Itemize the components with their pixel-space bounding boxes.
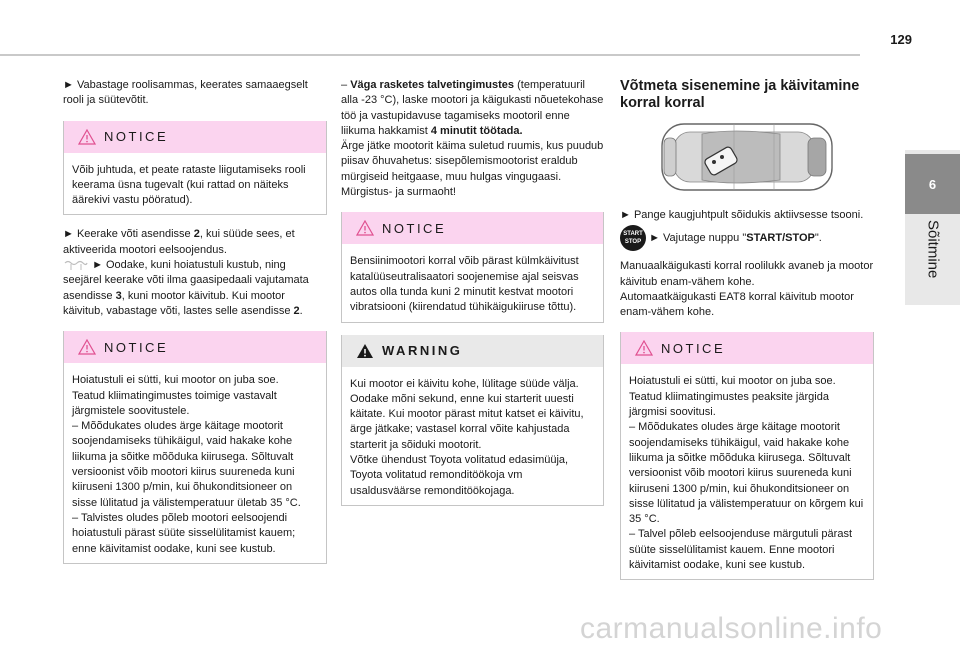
- notice-box: [63, 121, 327, 216]
- notice-text: Bensiinimootori korral võib pärast külmkäivitust katalüüseutralisaatori soojenemise ajal seisvas autos olla tunda kuni 2 minutit kestvat mootori vibratsiooni (kiirendatud tühikäigukiiruse tõttu).: [350, 255, 579, 314]
- notice-title: NOTICE: [104, 339, 169, 355]
- notice-text: Võib juhtuda, et peate rataste liigutamiseks rooli keerama üsna tugevalt (kui rattad on näiteks äärekivi vastu pööratud).: [72, 163, 306, 207]
- notice-box: [341, 212, 604, 322]
- notice-text: – Talvel põleb eelsoojenduse märgutuli pärast süüte sisselülitamist kauem. Enne mootori käivitamist oodake, kuni see kustub.: [629, 528, 852, 572]
- paragraph: START STOP ► Vajutage nuppu "START/STOP".: [620, 225, 874, 251]
- warning-triangle-icon: [356, 343, 374, 359]
- warning-triangle-icon: [635, 340, 653, 356]
- paragraph: – Väga rasketes talvetingimustes (temperatuuril alla -23 °C), laske mootori ja käigukasti nõuetekohase töö ja vastupidavuse tagamiseks mootoril enne liikuma hakkamist 4 minutit töötada.: [341, 79, 604, 137]
- paragraph: Automaatkäigukasti EAT8 korral käivitub mootor enam-vähem kohe.: [620, 290, 854, 319]
- paragraph: ► Vabastage roolisammas, keerates samaaegselt rooli ja süütevõtit.: [63, 79, 308, 107]
- chapter-label: Sõitmine: [924, 220, 942, 279]
- column-2: [341, 78, 604, 518]
- notice-header: [621, 332, 873, 364]
- notice-text: – Mõõdukates oludes ärge käitage mootorit soojendamiseks tühikäigul, vaid hakake kohe liikuma ja sõitke mõõduka kiirusega. Sõltuvalt versioonist võib mootori kiirus suureneda kuni kiiruseni 1300 p/min, kui õhukonditsioneer on sisse lülitatud ja välistemperatuur ületab 35 °C.: [72, 420, 301, 509]
- notice-title: NOTICE: [104, 128, 169, 144]
- warning-text: Oodake mõni sekund, enne kui starterit uuesti käitate. Kui mootor pärast mitut katset ei käivitu, ärge jätkake; vastasel korral võite kahjustada starterit ja sõiduki mootorit.: [350, 392, 584, 451]
- warning-text: Võtke ühendust Toyota volitatud edasimüüja, Toyota volitatud remonditöökoja vm usaldusväärse remonditöökojaga.: [350, 454, 569, 497]
- notice-body: [621, 364, 873, 579]
- warning-header: [342, 335, 603, 367]
- warning-triangle-icon: [356, 220, 374, 236]
- notice-body: [64, 153, 326, 215]
- paragraph: ► Pange kaugjuhtpult sõidukis aktiivsesse tsooni.: [620, 209, 864, 221]
- notice-box: [620, 332, 874, 580]
- warning-box: [341, 335, 604, 506]
- notice-text: Teatud kliimatingimustes toimige vastavalt järgmistele soovitustele.: [72, 389, 277, 417]
- notice-title: NOTICE: [382, 220, 447, 236]
- watermark: carmanualsonline.info: [580, 612, 883, 645]
- glow-plug-icon: [63, 259, 89, 271]
- car-key-diagram: [620, 120, 874, 200]
- notice-header: [64, 331, 326, 363]
- notice-header: [64, 121, 326, 153]
- paragraph: ► Keerake võti asendisse 2, kui süüde sees, et aktiveerida mootori eelsoojendus.: [63, 228, 295, 256]
- header-rule: [0, 54, 860, 56]
- warning-text: Kui mootor ei käivitu kohe, lülitage süüde välja.: [350, 377, 579, 390]
- start-stop-icon: START STOP: [620, 225, 646, 251]
- column-1: [63, 78, 327, 576]
- paragraph: ► Oodake, kuni hoiatustuli kustub, ning seejärel keerake võti ilma gaasipedaali vajutamata asendisse 3, kuni mootor käivitub. Kui mootor käivitub, vabastage võti, lastes selle asendisse 2.: [63, 259, 309, 317]
- notice-body: [342, 244, 603, 321]
- notice-header: [342, 212, 603, 244]
- notice-text: Hoiatustuli ei sütti, kui mootor on juba soe.: [629, 375, 836, 388]
- notice-text: Teatud kliimatingimustes peaksite järgida järgmisi soovitusi.: [629, 390, 829, 419]
- warning-triangle-icon: [78, 339, 96, 355]
- page-number: 129: [890, 32, 912, 47]
- chapter-number: 6: [905, 154, 960, 214]
- notice-text: – Talvistes oludes põleb mootori eelsoojendi hoiatustuli pärast süüte sisselülitamist kauem; enne käivitamist oodake, kuni see kustub.: [72, 511, 296, 555]
- warning-triangle-icon: [78, 129, 96, 145]
- warning-title: WARNING: [382, 342, 463, 358]
- notice-text: – Mõõdukates oludes ärge käitage mootorit soojendamiseks tühikäigul, vaid hakake kohe liikuma ja sõitke mõõduka kiirusega. Sõltuvalt versioonist võib mootori kiirus suureneda kuni kiiruseni 1300 p/min, kui õhukonditsioneer on sisse lülitatud ja välistemperatuur on kõrgem kui 35 °C.: [629, 421, 864, 526]
- column-3: [620, 78, 874, 592]
- section-heading: Võtmeta sisenemine ja käivitamine korral korral: [620, 78, 860, 111]
- notice-box: [63, 331, 327, 564]
- paragraph: Manuaalkäigukasti korral roolilukk avaneb ja mootor käivitub enam-vähem kohe.: [620, 260, 874, 288]
- warning-body: [342, 367, 603, 505]
- notice-text: Hoiatustuli ei sütti, kui mootor on juba soe.: [72, 374, 279, 387]
- paragraph: Ärge jätke mootorit käima suletud ruumis, kus puudub piisav õhuvahetus: sisepõlemismootorist eraldub mürgiseid heitgaase, muu hulgas vingugaasi. Mürgistus- ja surmaoht!: [341, 140, 604, 199]
- notice-title: NOTICE: [661, 340, 726, 356]
- notice-body: [64, 363, 326, 563]
